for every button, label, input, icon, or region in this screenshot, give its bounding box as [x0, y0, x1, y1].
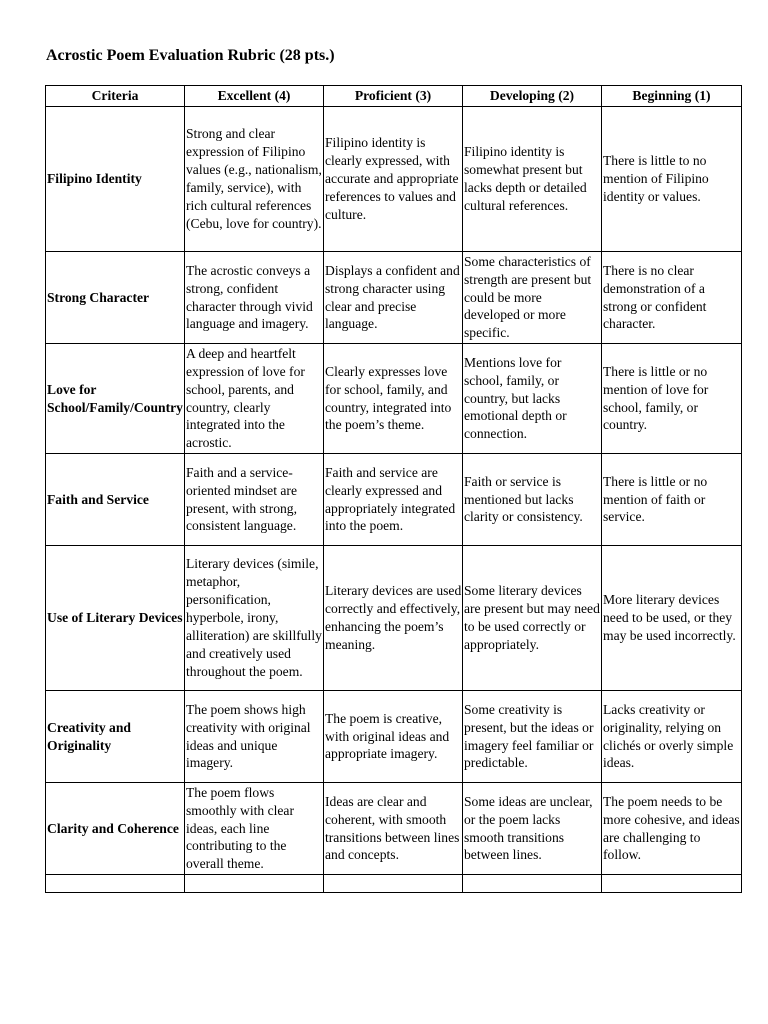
header-developing: Developing (2)	[463, 86, 602, 107]
beginning-cell: More literary devices need to be used, or they may be used incorrectly.	[602, 546, 742, 691]
proficient-cell: The poem is creative, with original ideas and appropriate imagery.	[324, 691, 463, 783]
page-title: Acrostic Poem Evaluation Rubric (28 pts.)	[46, 47, 335, 64]
empty-table-row	[46, 875, 742, 893]
empty-cell	[463, 875, 602, 893]
header-proficient: Proficient (3)	[324, 86, 463, 107]
table-row	[46, 783, 742, 875]
excellent-cell: A deep and heartfelt expression of love for school, parents, and country, clearly integrated into the acrostic.	[185, 344, 324, 454]
developing-cell: Some creativity is present, but the ideas or imagery feel familiar or predictable.	[463, 691, 602, 783]
beginning-cell: Lacks creativity or originality, relying on clichés or overly simple ideas.	[602, 691, 742, 783]
excellent-cell: Strong and clear expression of Filipino values (e.g., nationalism, family, service), with rich cultural references (Cebu, love for country).	[185, 107, 324, 252]
proficient-cell: Filipino identity is clearly expressed, with accurate and appropriate references to values and culture.	[324, 107, 463, 252]
table-row	[46, 107, 742, 252]
developing-cell: Some literary devices are present but may need to be used correctly or appropriately.	[463, 546, 602, 691]
header-beginning: Beginning (1)	[602, 86, 742, 107]
excellent-cell: The poem flows smoothly with clear ideas, each line contributing to the overall theme.	[185, 783, 324, 875]
proficient-cell: Clearly expresses love for school, family, and country, integrated into the poem’s theme.	[324, 344, 463, 454]
header-criteria: Criteria	[46, 86, 185, 107]
empty-cell	[46, 875, 185, 893]
criteria-cell: Creativity and Originality	[46, 691, 185, 783]
criteria-cell: Strong Character	[46, 252, 185, 344]
proficient-cell: Literary devices are used correctly and effectively, enhancing the poem’s meaning.	[324, 546, 463, 691]
empty-cell	[185, 875, 324, 893]
developing-cell: Faith or service is mentioned but lacks clarity or consistency.	[463, 454, 602, 546]
developing-cell: Some characteristics of strength are present but could be more developed or more specific.	[463, 252, 602, 344]
developing-cell: Filipino identity is somewhat present but lacks depth or detailed cultural references.	[463, 107, 602, 252]
criteria-cell: Clarity and Coherence	[46, 783, 185, 875]
table-row	[46, 546, 742, 691]
proficient-cell: Displays a confident and strong character using clear and precise language.	[324, 252, 463, 344]
beginning-cell: The poem needs to be more cohesive, and ideas are challenging to follow.	[602, 783, 742, 875]
excellent-cell: The acrostic conveys a strong, confident character through vivid language and imagery.	[185, 252, 324, 344]
table-row	[46, 691, 742, 783]
excellent-cell: Literary devices (simile, metaphor, personification, hyperbole, irony, alliteration) are skillfully and creatively used throughout the poem.	[185, 546, 324, 691]
header-excellent: Excellent (4)	[185, 86, 324, 107]
table-row	[46, 344, 742, 454]
rubric-table	[45, 85, 742, 893]
excellent-cell: Faith and a service-oriented mindset are present, with strong, consistent language.	[185, 454, 324, 546]
empty-cell	[602, 875, 742, 893]
proficient-cell: Ideas are clear and coherent, with smooth transitions between lines and concepts.	[324, 783, 463, 875]
developing-cell: Some ideas are unclear, or the poem lacks smooth transitions between lines.	[463, 783, 602, 875]
beginning-cell: There is little or no mention of faith or service.	[602, 454, 742, 546]
criteria-cell: Filipino Identity	[46, 107, 185, 252]
criteria-cell: Use of Literary Devices	[46, 546, 185, 691]
proficient-cell: Faith and service are clearly expressed and appropriately integrated into the poem.	[324, 454, 463, 546]
developing-cell: Mentions love for school, family, or country, but lacks emotional depth or connection.	[463, 344, 602, 454]
table-row	[46, 252, 742, 344]
header-row	[46, 86, 742, 107]
beginning-cell: There is no clear demonstration of a strong or confident character.	[602, 252, 742, 344]
table-row	[46, 454, 742, 546]
beginning-cell: There is little to no mention of Filipino identity or values.	[602, 107, 742, 252]
empty-cell	[324, 875, 463, 893]
criteria-cell: Love for School/Family/Country	[46, 344, 185, 454]
beginning-cell: There is little or no mention of love for school, family, or country.	[602, 344, 742, 454]
criteria-cell: Faith and Service	[46, 454, 185, 546]
excellent-cell: The poem shows high creativity with original ideas and unique imagery.	[185, 691, 324, 783]
